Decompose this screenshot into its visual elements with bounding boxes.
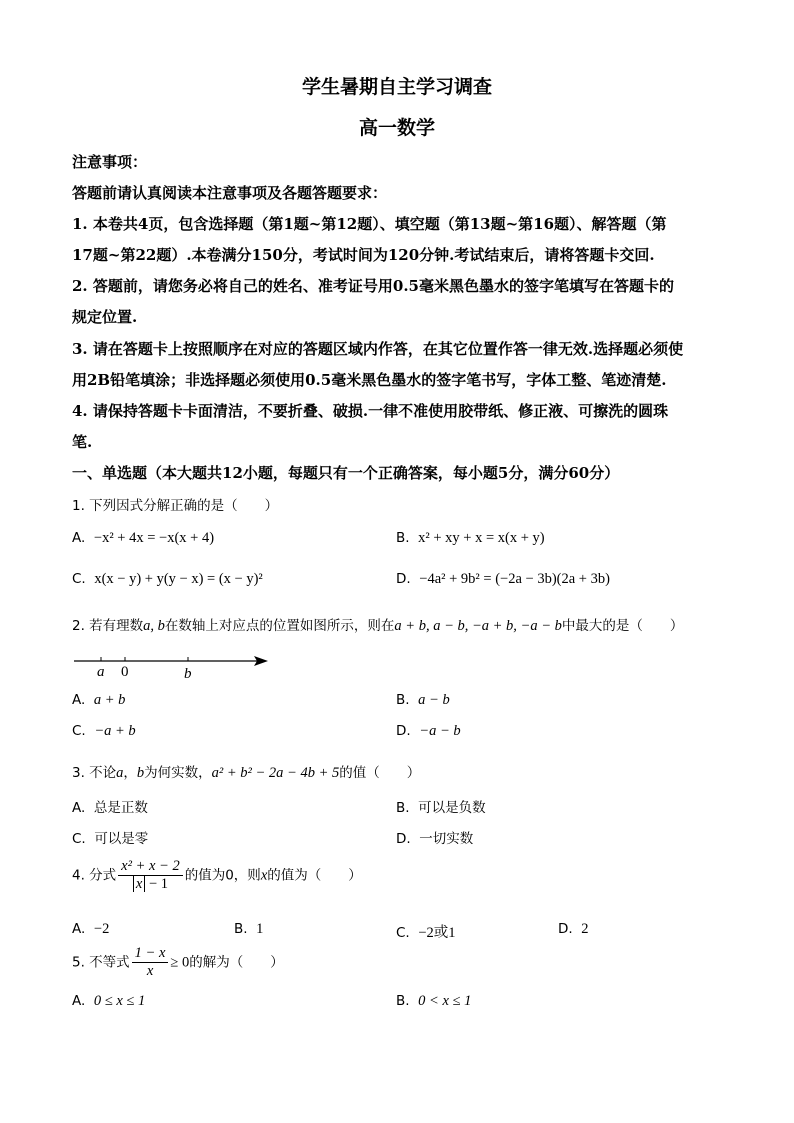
option-text: 可以是负数 [418,800,486,816]
option-label: A. [72,530,86,546]
q1-option-c [72,571,263,588]
fraction-denominator: x [146,963,154,979]
option-text: 1 [256,921,264,937]
q2-option-a [72,692,125,709]
q4-option-b [234,921,263,938]
notice-line-8: 笔. [72,433,93,451]
stem-text: 3. 不论 [72,765,117,781]
option-label: C. [72,571,86,587]
option-label: D. [396,831,411,847]
stem-text: 的值为（ ） [267,867,362,884]
question-5-stem [72,945,284,980]
option-text: −a − b [419,723,461,739]
option-text: x(x − y) + y(y − x) = (x − y)² [94,571,263,587]
q1-option-d [396,571,610,588]
stem-vars: a, b [143,618,165,634]
stem-inequality: ≥ 0 [170,954,190,971]
q3-option-d [396,827,473,847]
q3-option-b [396,796,486,816]
fraction-numerator: 1 − x [134,945,166,961]
option-text: 一切实数 [419,831,474,847]
fraction-abs: x [133,876,145,892]
fraction [132,945,169,980]
label-a: a [97,664,105,680]
stem-text: 为何实数， [144,765,212,781]
q2-option-d [396,723,461,740]
option-text: 0 < x ≤ 1 [418,993,472,1009]
option-text: −2或1 [418,925,456,941]
option-text: a − b [418,692,450,708]
notice-line-5: 3. 请在答题卡上按照顺序在对应的答题区域内作答，在其它位置作答一律无效.选择题必须使 [72,340,684,358]
stem-text: ， [123,765,137,781]
question-1-stem: 1. 下列因式分解正确的是（ ） [72,498,279,514]
option-label: B. [396,692,410,708]
notice-line-7: 4. 请保持答题卡卡面清洁，不要折叠、破损.一律不准使用胶带纸、修正液、可擦洗的圆珠 [72,402,669,420]
fraction-denominator: − 1 [145,876,168,892]
option-label: D. [558,921,573,937]
option-text: −4a² + 9b² = (−2a − 3b)(2a + 3b) [419,571,610,587]
q1-option-b [396,530,545,547]
notice-line-1: 1. 本卷共4页，包含选择题（第1题~第12题）、填空题（第13题~第16题）、解答题（第 [72,215,667,233]
q4-option-d [558,921,589,938]
option-text: 2 [581,921,589,937]
notice-intro: 答题前请认真阅读本注意事项及各题答题要求： [72,184,388,202]
label-b: b [184,666,192,682]
notice-line-3: 2. 答题前，请您务必将自己的姓名、准考证号用0.5毫米黑色墨水的签字笔填写在答题卡的 [72,277,674,295]
stem-var: a [116,765,124,781]
q2-option-c [72,723,136,740]
stem-text: 中最大的是（ ） [561,618,684,634]
option-text: 可以是零 [94,831,149,847]
option-label: B. [396,530,410,546]
stem-text: 4. 分式 [72,867,117,884]
q4-option-a [72,921,109,938]
stem-var: b [136,765,145,781]
option-label: B. [396,993,410,1009]
question-2-stem [72,614,683,635]
option-text: 0 ≤ x ≤ 1 [93,993,146,1009]
notice-line-6: 用2B铅笔填涂；非选择题必须使用0.5毫米黑色墨水的签字笔书写，字体工整、笔迹清楚. [72,371,667,389]
label-zero: 0 [121,664,129,680]
option-label: A. [72,921,86,937]
stem-text: 的解为（ ） [189,954,284,971]
q2-option-b [396,692,450,709]
stem-text: 5. 不等式 [72,954,130,971]
option-label: B. [396,800,410,816]
option-text: x² + xy + x = x(x + y) [418,530,545,546]
exam-subtitle: 高一数学 [358,117,435,139]
option-text: −x² + 4x = −x(x + 4) [93,530,215,546]
option-label: A. [72,800,86,816]
q5-option-b [396,993,471,1010]
option-label: C. [396,925,410,941]
stem-expression: a² + b² − 2a − 4b + 5 [211,765,340,781]
option-text: −a + b [94,723,136,739]
q3-option-a [72,796,148,816]
option-label: A. [72,692,86,708]
option-label: D. [396,571,411,587]
option-text: a + b [93,692,126,708]
fraction-numerator: x² + x − 2 [121,858,180,874]
fraction [118,858,183,893]
q4-option-c [396,921,456,942]
option-label: B. [234,921,248,937]
question-4-stem [72,858,362,893]
notice-line-4: 规定位置. [72,308,138,326]
stem-text: 的值为0，则 [184,867,261,884]
section-heading: 一、单选题（本大题共12小题，每题只有一个正确答案，每小题5分，满分60分） [72,464,620,482]
q1-option-a [72,530,214,547]
stem-exprs: a + b, a − b, −a + b, −a − b [394,618,562,634]
option-label: C. [72,723,86,739]
option-label: D. [396,723,411,739]
option-label: A. [72,993,86,1009]
option-text: 总是正数 [93,800,148,816]
question-3-stem [72,761,420,782]
stem-text: 在数轴上对应点的位置如图所示，则在 [164,618,395,634]
stem-text: 2. 若有理数 [72,618,144,634]
stem-text: 的值（ ） [339,765,421,781]
number-line-figure [72,648,272,682]
stem-var: x [260,867,268,884]
q5-option-a [72,993,145,1010]
q3-option-c [72,827,148,847]
option-text: −2 [93,921,110,937]
notice-heading: 注意事项： [72,153,148,171]
exam-title: 学生暑期自主学习调查 [301,76,492,98]
option-label: C. [72,831,86,847]
notice-line-2: 17题~第22题）.本卷满分150分，考试时间为120分钟.考试结束后，请将答题卡交回. [72,246,655,264]
